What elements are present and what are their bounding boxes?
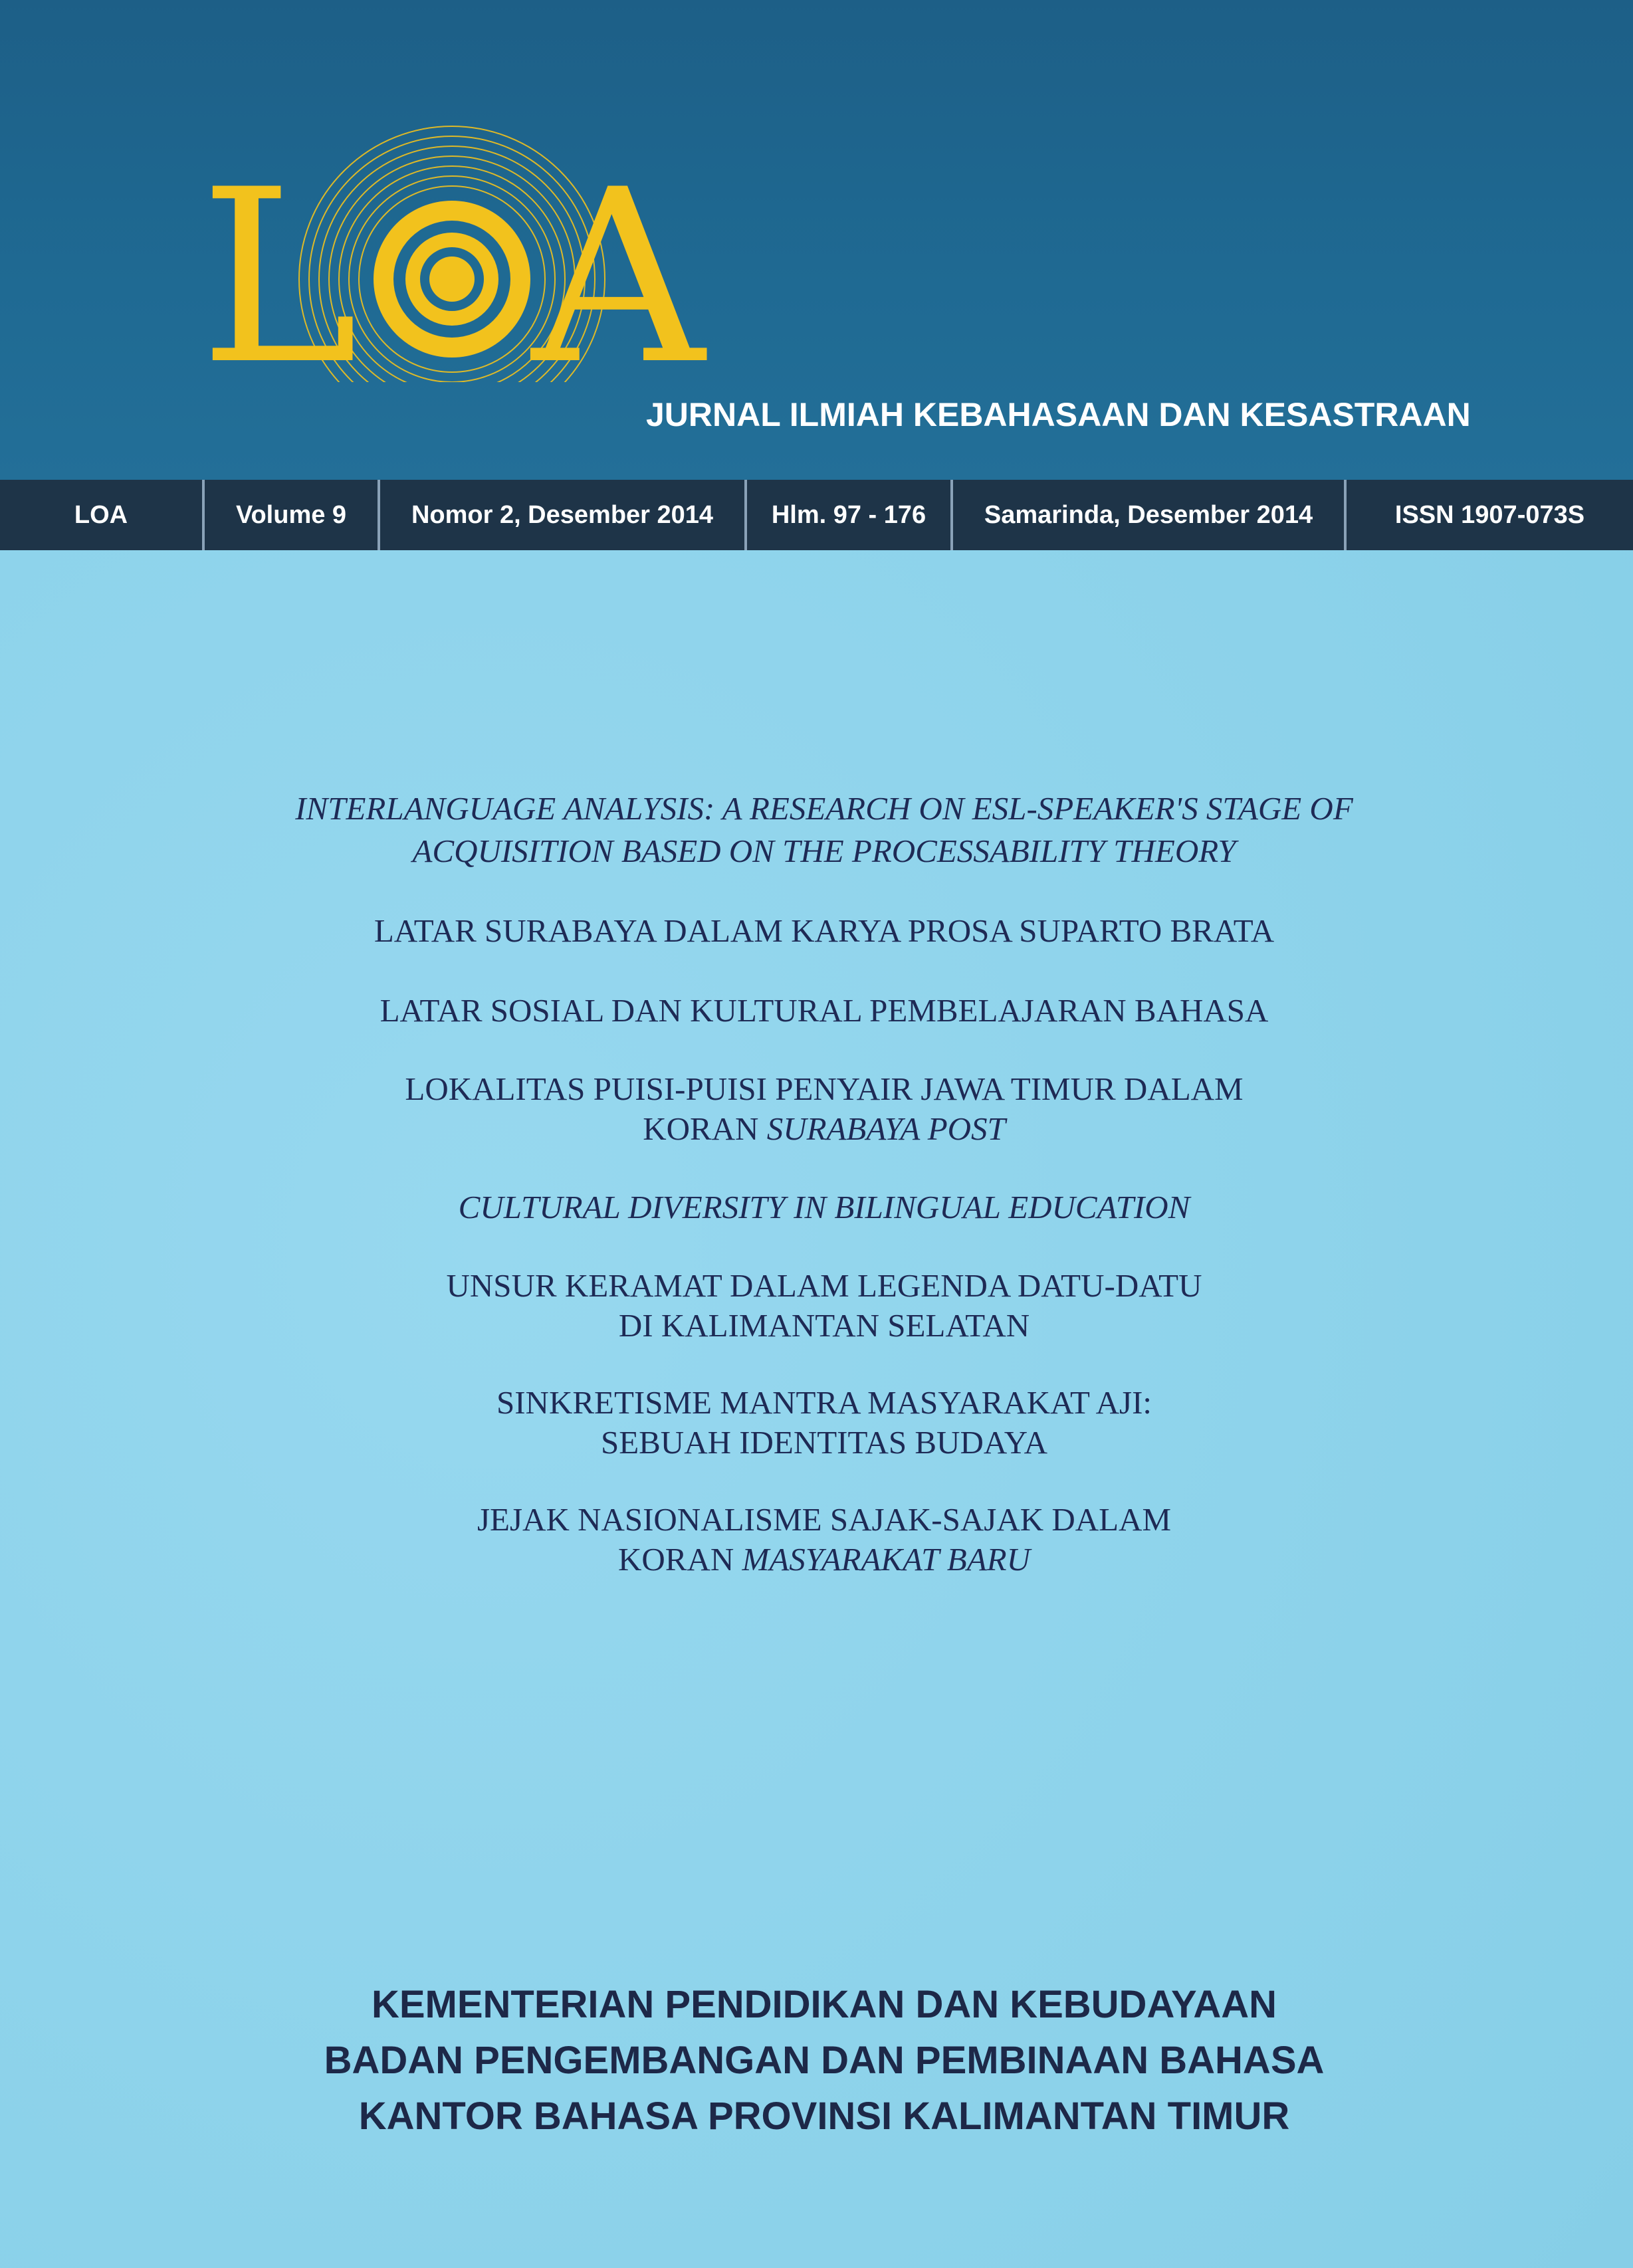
article-title (166, 1266, 1482, 1346)
issue-info-bar (0, 480, 1633, 550)
article-title (166, 1383, 1482, 1463)
article-title-text: LATAR SOSIAL DAN KULTURAL PEMBELAJARAN BAHASA (380, 992, 1269, 1029)
article-title (166, 1500, 1482, 1580)
article-title-text: SURABAYA POST (766, 1110, 1006, 1147)
article-title (166, 787, 1482, 873)
logo-letters-drawn (193, 113, 924, 392)
svg-text:L: L (199, 138, 359, 392)
publisher-block (166, 1977, 1482, 2144)
info-volume: Volume 9 (205, 480, 380, 550)
article-title-text: INTERLANGUAGE ANALYSIS: A RESEARCH ON ESL-SPEAKER'S STAGE OF (295, 790, 1353, 827)
article-title (166, 910, 1482, 952)
publisher-line: KANTOR BAHASA PROVINSI KALIMANTAN TIMUR (358, 2095, 1290, 2138)
article-title-text: CULTURAL DIVERSITY IN BILINGUAL EDUCATION (458, 1189, 1190, 1225)
article-title-text: LATAR SURABAYA DALAM KARYA PROSA SUPARTO BRATA (374, 912, 1275, 949)
publisher-line: KEMENTERIAN PENDIDIKAN DAN KEBUDAYAAN (371, 1983, 1277, 2026)
article-list (166, 787, 1482, 1617)
cover-header (0, 0, 1633, 480)
article-title-text: JEJAK NASIONALISME SAJAK-SAJAK DALAM (477, 1501, 1172, 1538)
article-title (166, 1069, 1482, 1149)
info-pages: Hlm. 97 - 176 (747, 480, 953, 550)
info-issn: ISSN 1907-073S (1394, 500, 1585, 529)
article-title-text: UNSUR KERAMAT DALAM LEGENDA DATU-DATU (446, 1267, 1202, 1304)
journal-tagline: JURNAL ILMIAH KEBAHASAAN DAN KESASTRAAN (646, 396, 1471, 433)
info-journal: LOA (0, 480, 205, 550)
article-title (166, 1186, 1482, 1229)
article-title-text: ACQUISITION BASED ON THE PROCESSABILITY THEORY (412, 833, 1236, 869)
publisher-line: BADAN PENGEMBANGAN DAN PEMBINAAN BAHASA (324, 2039, 1325, 2082)
article-title-text: DI KALIMANTAN SELATAN (618, 1307, 1030, 1344)
info-place-date: Samarinda, Desember 2014 (953, 480, 1347, 550)
info-issue: Nomor 2, Desember 2014 (380, 480, 747, 550)
article-title-text: SEBUAH IDENTITAS BUDAYA (600, 1424, 1048, 1461)
article-title-text: KORAN (618, 1541, 742, 1578)
article-title-text: SINKRETISME MANTRA MASYARAKAT AJI: (496, 1384, 1152, 1421)
article-title (166, 989, 1482, 1032)
article-title-text: LOKALITAS PUISI-PUISI PENYAIR JAWA TIMUR DALAM (405, 1071, 1244, 1107)
article-title-text: KORAN (643, 1110, 767, 1147)
article-title-text: MASYARAKAT BARU (742, 1541, 1030, 1578)
svg-text:A: A (532, 138, 705, 392)
